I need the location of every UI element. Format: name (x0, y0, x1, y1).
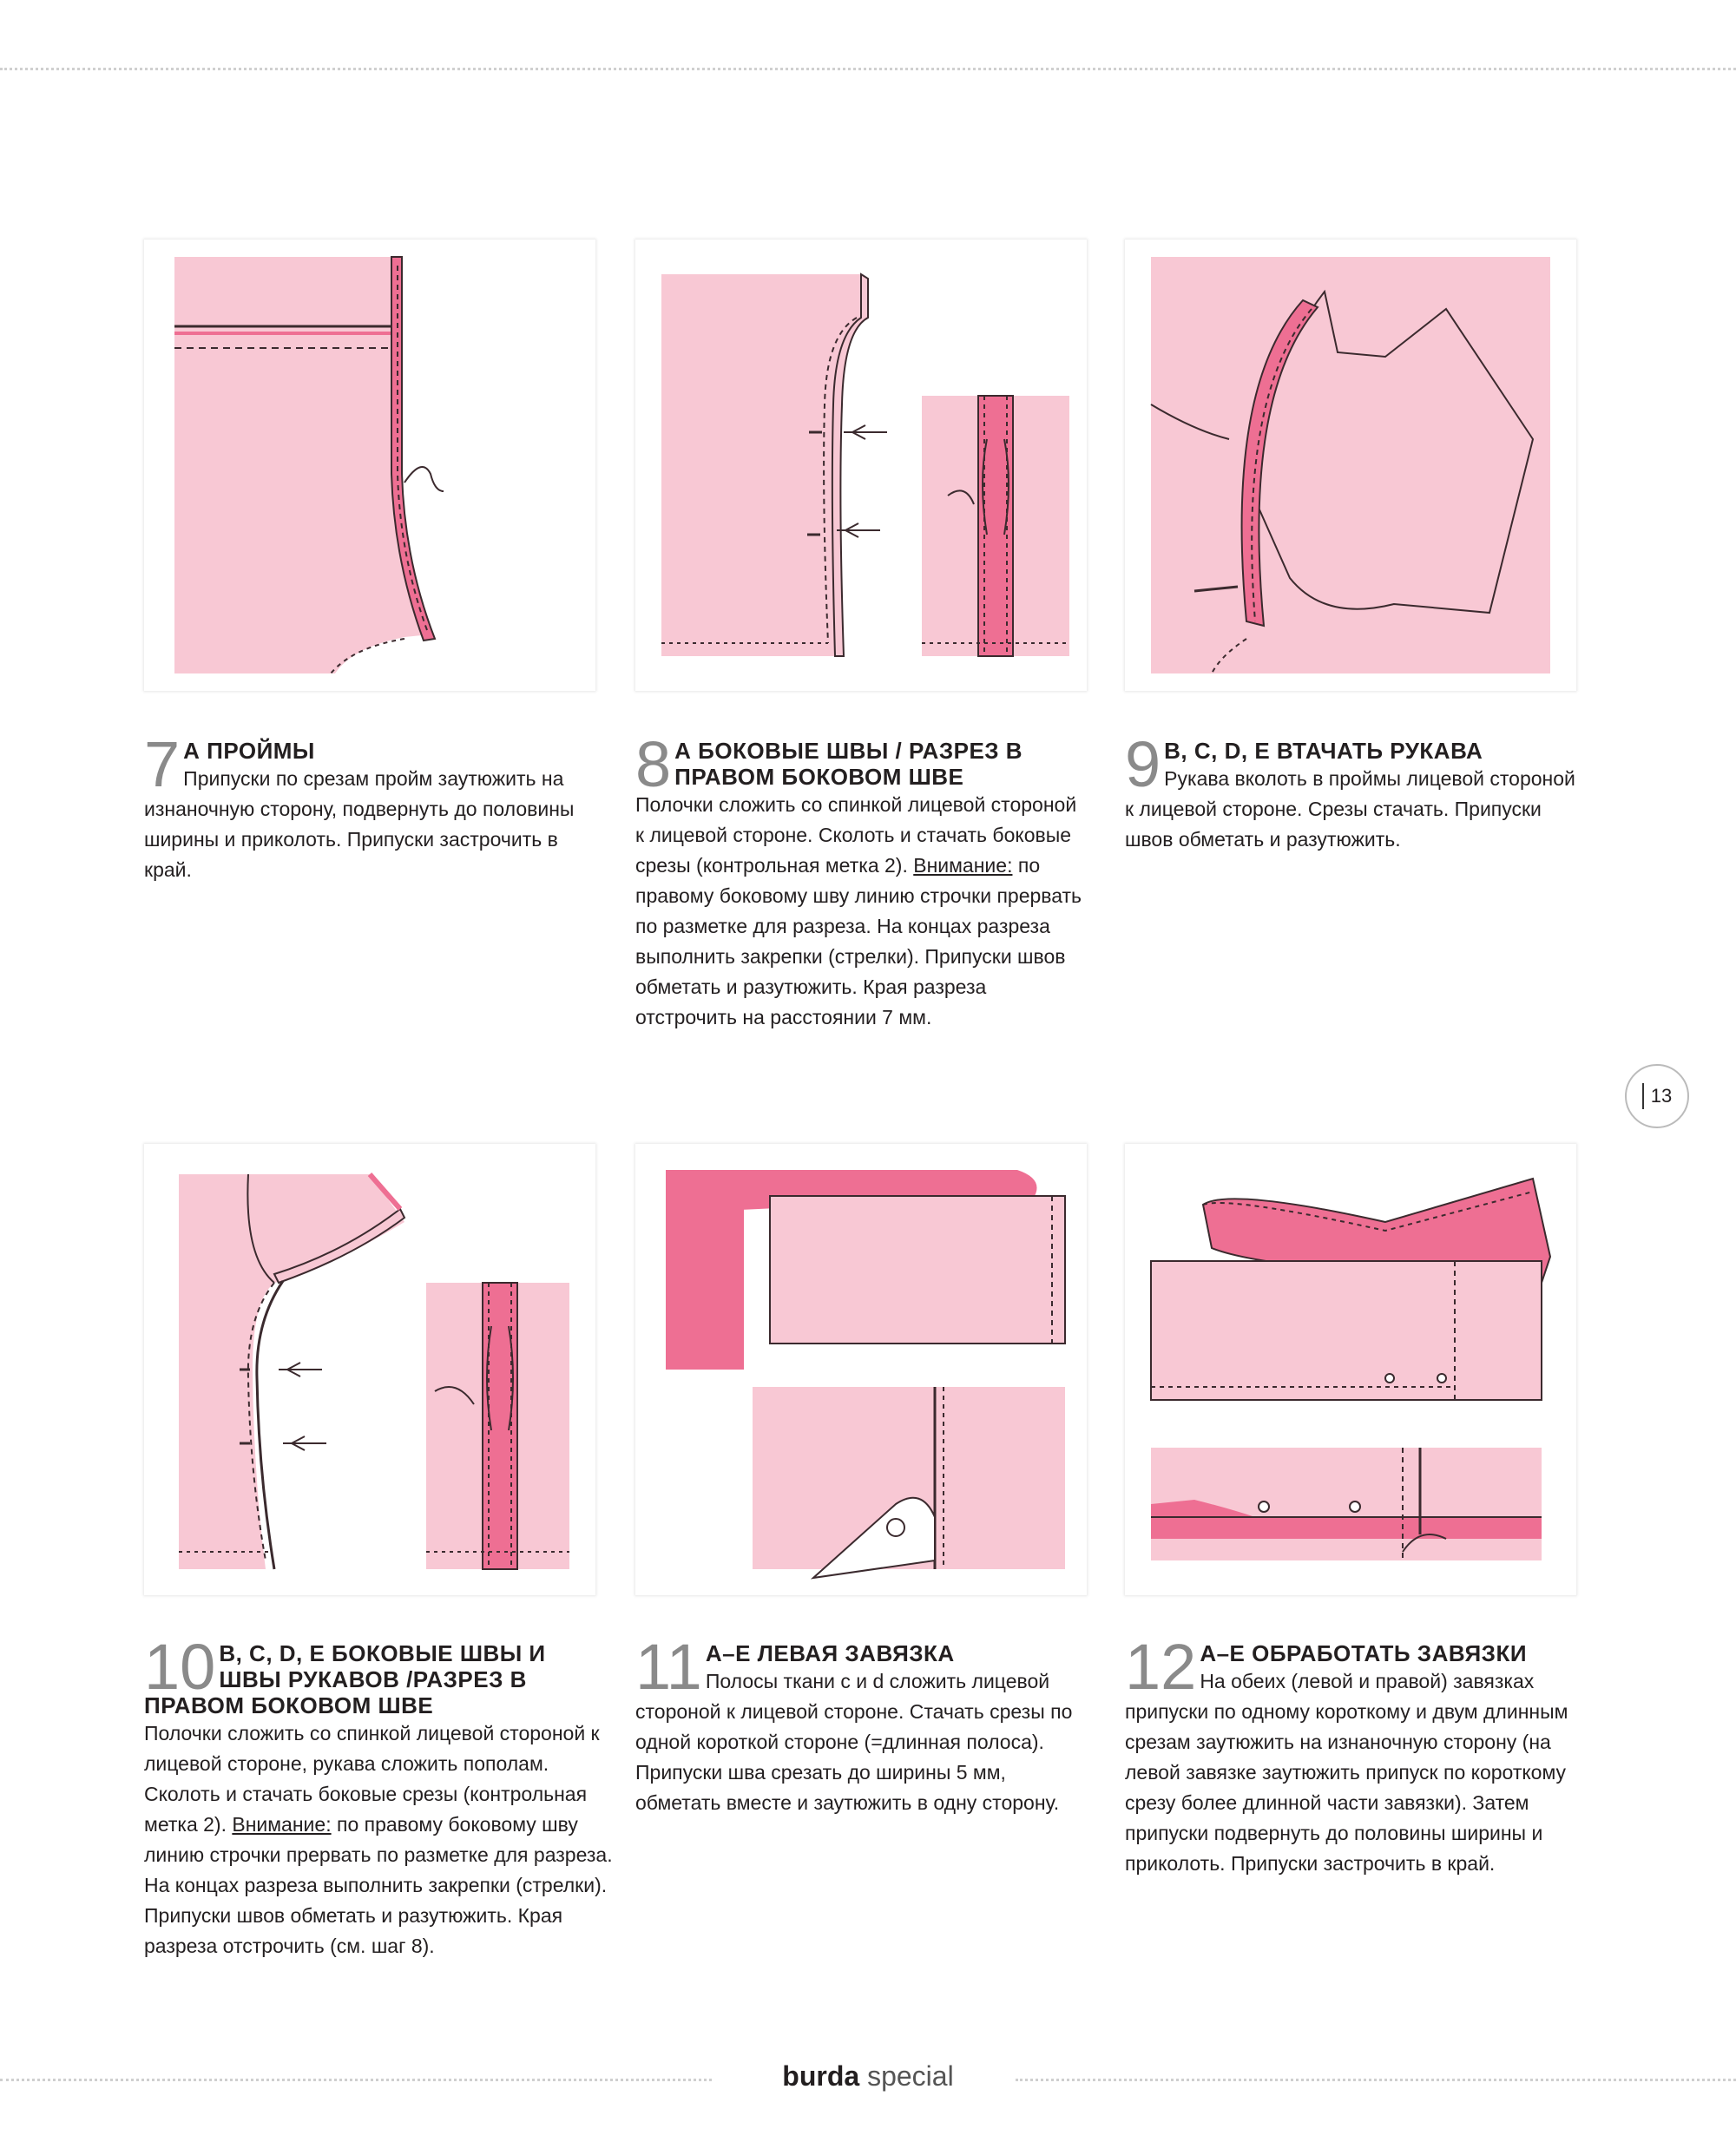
brand-sub: special (867, 2060, 954, 2092)
step-number: 11 (635, 1631, 702, 1703)
brand-name: burda (782, 2060, 860, 2092)
page-number: 13 (1625, 1064, 1689, 1128)
step-7 (144, 728, 595, 885)
step-body: Припуски по срезам пройм заутюжить на изнаночную сторону, подвернуть до половины ширины и приколоть. Припуски застрочить в край. (144, 767, 575, 881)
step-body: Рукава вколоть в проймы лицевой стороной к лицевой стороне. Срезы стачать. Припуски швов обметать и разутюжить. (1125, 767, 1575, 851)
top-dotted-rule (0, 68, 1736, 70)
step-body: На обеих (левой и правой) завязках припуски по одному короткому и двум длинным срезам заутюжить на изнаночную сторону (на левой завязке заутюжить припуск по короткому срезу более длинной части завязки). Затем припуски подвернуть до половины ширины и приколоть. Припуски застрочить в край. (1125, 1670, 1568, 1875)
step-title: А БОКОВЫЕ ШВЫ / РАЗРЕЗ В (674, 738, 1023, 764)
step-number: 10 (144, 1631, 216, 1703)
step-body: Полочки сложить со спинкой лицевой стороной к лицевой стороне, рукава сложить пополам. Сколоть и стачать боковые срезы (контрольная метка 2). Внимание: по правому боковому шву линию строчки прервать по разметке для разреза. На концах разреза выполнить закрепки (стрелки). Припуски швов обметать и разутюжить. Края разреза отстрочить (см. шаг 8). (144, 1722, 613, 1957)
step-body: Полочки сложить со спинкой лицевой стороной к лицевой стороне. Сколоть и стачать боковые срезы (контрольная метка 2). Внимание: по правому боковому шву линию строчки прервать по разметке для разреза. На концах разреза выполнить закрепки (стрелки). Припуски швов обметать и разутюжить. Края разреза отстрочить на расстоянии 7 мм. (635, 793, 1082, 1028)
step-title-line2: ШВЫ РУКАВОВ /РАЗРЕЗ В (219, 1666, 527, 1692)
footer-brand (0, 2060, 1736, 2093)
illustration-step-12 (1125, 1144, 1576, 1595)
step-title: А–Е ЛЕВАЯ ЗАВЯЗКА (705, 1640, 955, 1666)
step-body: Полосы ткани с и d сложить лицевой стороной к лицевой стороне. Стачать срезы по одной короткой стороне (=длинная полоса). Припуски шва срезать до ширины 5 мм, обметать вместе и заутюжить в одну сторону. (635, 1670, 1073, 1814)
illustration-step-8 (635, 240, 1087, 691)
step-number: 12 (1125, 1631, 1197, 1703)
illustration-step-11 (635, 1144, 1087, 1595)
step-9 (1125, 728, 1576, 855)
step-title: А ПРОЙМЫ (183, 738, 315, 764)
step-8 (635, 728, 1087, 1033)
step-12 (1125, 1631, 1576, 1879)
step-title: А–Е ОБРАБОТАТЬ ЗАВЯЗКИ (1200, 1640, 1528, 1666)
step-number: 7 (144, 728, 181, 800)
step-10 (144, 1631, 613, 1961)
step-number: 9 (1125, 728, 1161, 800)
step-title: В, С, D, Е ВТАЧАТЬ РУКАВА (1164, 738, 1483, 764)
illustration-step-10 (144, 1144, 595, 1595)
illustration-step-7 (144, 240, 595, 691)
note-label: Внимание: (232, 1813, 332, 1836)
step-number: 8 (635, 728, 672, 800)
note-label: Внимание: (913, 854, 1013, 877)
step-11 (635, 1631, 1087, 1818)
illustration-step-9 (1125, 240, 1576, 691)
step-title: В, С, D, Е БОКОВЫЕ ШВЫ И (219, 1640, 546, 1666)
step-title-line3: ПРАВОМ БОКОВОМ ШВЕ (144, 1692, 434, 1718)
step-title-line2: ПРАВОМ БОКОВОМ ШВЕ (674, 764, 964, 790)
